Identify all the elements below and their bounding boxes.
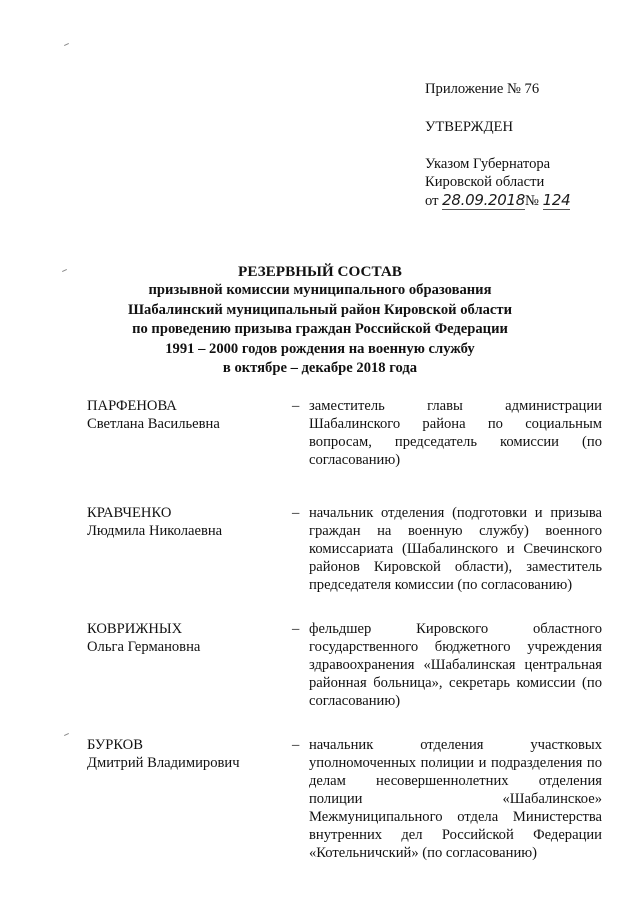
member-given-names: Светлана Васильевна (87, 416, 220, 432)
member-given-names: Ольга Германовна (87, 639, 201, 655)
member-dash: – (292, 398, 300, 414)
member-name (87, 736, 287, 772)
number-prefix: № (525, 193, 539, 209)
member-dash: – (292, 737, 300, 753)
decree-line-2: Кировской области (425, 174, 545, 190)
title-line: Шабалинский муниципальный район Кировской области (128, 301, 512, 318)
approved-label: УТВЕРЖДЕН (425, 119, 513, 135)
title-line: по проведению призыва граждан Российской Федерации (132, 321, 508, 338)
document-title (0, 262, 640, 378)
member-role: начальник отделения участковых уполномоченных полиции и подразделения по делам несовершеннолетних отделения полиции «Шабалинское» Межмуниципального отдела Министерства внутренних дел Российской Федерации «Котельничский» (по согласованию) (309, 737, 602, 861)
member-dash: – (292, 505, 300, 521)
member-entry (87, 620, 602, 710)
handwritten-date: 28.09.2018 (442, 191, 526, 209)
member-dash: – (292, 621, 300, 637)
member-entry (87, 736, 602, 862)
member-given-names: Людмила Николаевна (87, 523, 223, 539)
member-role: заместитель главы администрации Шабалинского района по социальным вопросам, председатель комиссии (по согласованию) (309, 398, 602, 468)
member-surname: КОВРИЖНЫХ (87, 621, 183, 637)
members-list (87, 397, 602, 862)
handwritten-number: 124 (542, 191, 571, 209)
title-line: в октябре – декабре 2018 года (222, 360, 418, 377)
member-name (87, 620, 287, 656)
member-entry (87, 397, 602, 469)
from-prefix: от (425, 193, 439, 209)
scan-mark (64, 733, 69, 736)
decree-line-1: Указом Губернатора (425, 156, 551, 172)
member-surname: КРАВЧЕНКО (87, 505, 172, 521)
title-main: РЕЗЕРВНЫЙ СОСТАВ (238, 263, 402, 280)
member-role: фельдшер Кировского областного государственного бюджетного учреждения здравоохранения «Шабалинская центральная районная больница», секретарь комиссии (по согласованию) (309, 621, 602, 709)
scan-mark (64, 43, 69, 46)
member-name (87, 397, 287, 433)
member-surname: ПАРФЕНОВА (87, 398, 177, 414)
decree-date-line (425, 191, 570, 210)
member-given-names: Дмитрий Владимирович (87, 755, 240, 771)
member-role: начальник отделения (подготовки и призыва граждан на военную службу) военного комиссариата (Шабалинского и Свечинского районов Кировской области), заместитель председателя комиссии (по согласованию) (309, 505, 602, 593)
title-line: 1991 – 2000 годов рождения на военную службу (165, 340, 475, 357)
approval-block (425, 80, 570, 210)
title-line: призывной комиссии муниципального образования (148, 282, 492, 299)
appendix-number: Приложение № 76 (425, 81, 540, 97)
member-name (87, 504, 287, 540)
member-surname: БУРКОВ (87, 737, 143, 753)
member-entry (87, 504, 602, 594)
